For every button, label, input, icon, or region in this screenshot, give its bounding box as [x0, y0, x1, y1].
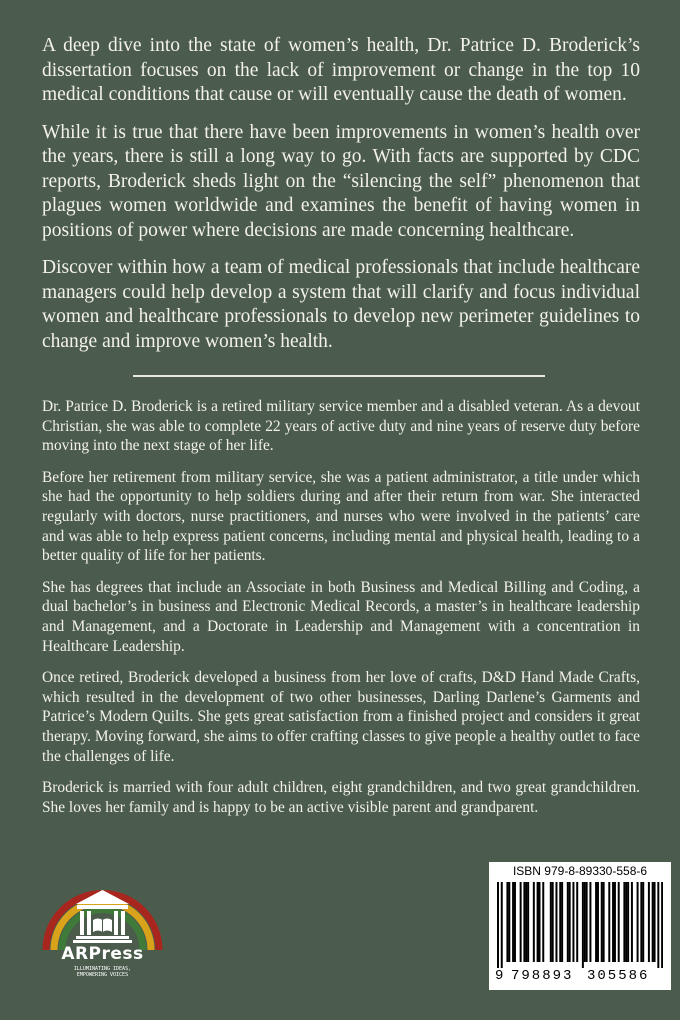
barcode-bar — [648, 882, 650, 962]
barcode-bar — [640, 882, 642, 962]
barcode-bar — [501, 882, 503, 968]
bio-paragraph-4: Once retired, Broderick developed a business from her love of crafts, D&D Hand Made Crafts, which resulted in the development of two other businesses, Darling Darlene’s Garments and Patrice’s Modern Quilts. She gets great satisfaction from a finished project and considers it great therapy. Moving forward, she aims to offer crafting classes to give people a healthy outlet to face the challenges of life. — [42, 669, 640, 765]
barcode-bar — [654, 882, 656, 962]
publisher-logo — [40, 862, 165, 987]
barcode-bar — [525, 882, 527, 962]
barcode-bar — [506, 882, 508, 962]
barcode-bar — [661, 882, 663, 968]
barcode-bar — [612, 882, 614, 962]
section-divider — [133, 375, 545, 377]
barcode-bar — [582, 882, 584, 968]
barcode-bar — [625, 882, 627, 962]
barcode-bar — [608, 882, 610, 962]
barcode-bar — [512, 882, 514, 962]
barcode-bar — [631, 882, 633, 962]
barcode-graphic — [497, 882, 663, 968]
bio-paragraph-3: She has degrees that include an Associate in both Business and Medical Billing and Coding, a dual bachelor’s in business and Electronic Medical Records, a master’s in healthcare leadership and Management, and a Doctorate in Leadership and Management with a concentration in Healthcare Leadership. — [42, 578, 640, 655]
barcode-digit-group-1: 798893 — [511, 968, 574, 984]
publisher-tagline — [40, 966, 165, 978]
publisher-name: ARPress — [61, 944, 144, 964]
author-bio — [42, 397, 640, 829]
barcode-bar — [555, 882, 557, 962]
barcode-bar — [552, 882, 554, 962]
bio-paragraph-5: Broderick is married with four adult children, eight grandchildren, and two great grandchildren. She loves her family and is happy to be an active visible parent and grandparent. — [42, 779, 640, 816]
barcode-bar — [539, 882, 541, 962]
barcode-bar — [520, 882, 522, 962]
barcode-bar — [597, 882, 599, 962]
barcode-bar — [657, 882, 659, 968]
barcode-bar — [614, 882, 616, 962]
isbn-barcode-box — [489, 862, 671, 990]
barcode-bar — [637, 882, 639, 962]
barcode-bar — [523, 882, 525, 962]
barcode-bar — [642, 882, 644, 962]
bio-paragraph-2: Before her retirement from military service, she was a patient administrator, a title under which she had the opportunity to help soldiers during and after their return from war. She interacted regularly with doctors, nurse practitioners, and nurses who were involved in the patients’ care and was able to help express patient concerns, including mental and physical health, leading to a better quality of life for her patients. — [42, 468, 640, 565]
barcode-digit-group-2: 305586 — [587, 968, 650, 984]
publisher-tagline-line-2: EMPOWERING VOICES — [76, 972, 129, 978]
barcode-bar — [627, 882, 629, 962]
barcode-bar — [586, 882, 588, 962]
barcode-bar — [508, 882, 510, 962]
barcode-bar — [572, 882, 574, 962]
barcode-bar — [618, 882, 620, 962]
barcode-bar — [584, 882, 586, 962]
publisher-tagline-line-1: ILLUMINATING IDEAS, — [73, 966, 132, 972]
blurb-paragraph-2: While it is true that there have been improvements in women’s health over the years, there is still a long way to go. With facts are supported by CDC reports, Broderick sheds light on the “silencing the self” phenomenon that plagues women worldwide and examines the benefit of having women in positions of power where decisions are made concerning healthcare. — [42, 121, 640, 241]
barcode-bar — [514, 882, 516, 962]
blurb-paragraph-1: A deep dive into the state of women’s health, Dr. Patrice D. Broderick’s dissertation focuses on the lack of improvement or change in the top 10 medical conditions that cause or will eventually cause the death of women. — [42, 35, 640, 105]
barcode-bar — [623, 882, 625, 962]
bio-paragraph-1: Dr. Patrice D. Broderick is a retired military service member and a disabled veteran. As a devout Christian, she was able to complete 22 years of active duty and nine years of reserve duty before moving into the next stage of her life. — [42, 398, 640, 455]
barcode-bar — [550, 882, 552, 962]
isbn-label: ISBN 979-8-89330-558-6 — [512, 864, 648, 878]
barcode-bar — [595, 882, 597, 962]
barcode-bar — [567, 882, 569, 962]
barcode-bar — [527, 882, 529, 962]
barcode-bar — [542, 882, 544, 962]
barcode-bar — [533, 882, 535, 962]
barcode-bar — [603, 882, 605, 962]
barcode-bar — [537, 882, 539, 962]
barcode-bar — [561, 882, 563, 962]
barcode-bar — [589, 882, 591, 962]
barcode-bar — [497, 882, 499, 968]
barcode-bar — [569, 882, 571, 962]
back-cover-blurb — [42, 34, 640, 367]
barcode-digit-lead: 9 — [495, 968, 504, 984]
barcode-bar — [576, 882, 578, 962]
barcode-bar — [559, 882, 561, 962]
barcode-bar — [601, 882, 603, 962]
blurb-paragraph-3: Discover within how a team of medical professionals that include healthcare managers could help develop a system that will clarify and focus individual women and healthcare professionals to develop new perimeter guidelines to change and improve women’s health. — [42, 257, 640, 352]
barcode-bar — [652, 882, 654, 962]
